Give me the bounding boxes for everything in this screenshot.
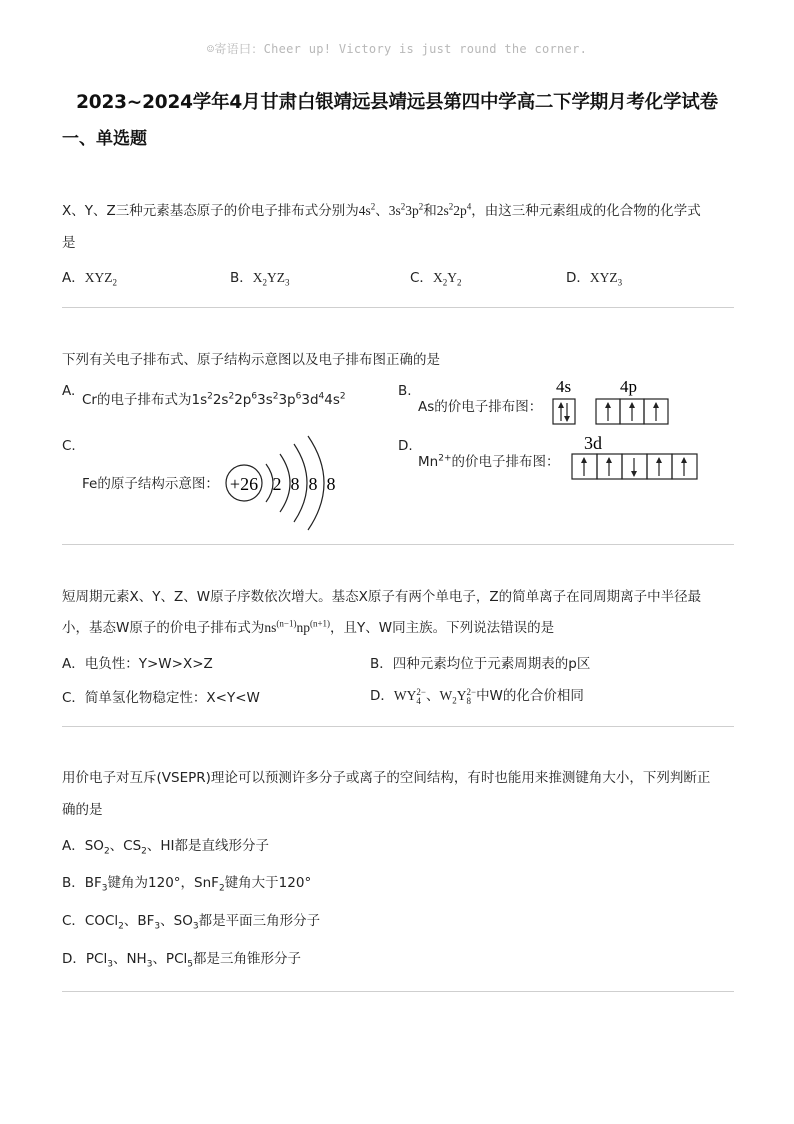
q2-option-a-label[interactable]: A. [62, 383, 76, 399]
q4-option-b[interactable]: B．$BF_3$键角为120°，SnF$_2$键角大于120° [62, 875, 312, 894]
question-3-stem: 短周期元素X、Y、Z、W原子序数依次增大。基态X原子有两个单电子，Z的简单离子在同周期离子中半径最 [62, 589, 702, 605]
q2-option-d-text: $Mn^{2+}$的价电子排布图： [418, 453, 560, 470]
question-4-stem: 用价电子对互斥(VSEPR)理论可以预测许多分子或离子的空间结构，有时也能用来推测键角大小，下列判断正 [62, 770, 711, 786]
q3-option-b[interactable]: B．四种元素均位于元素周期表的p区 [370, 656, 591, 672]
orbital-label-4s: 4s [556, 377, 572, 396]
q2-option-c-label[interactable]: C. [62, 438, 76, 454]
shell-4-count: 8 [326, 474, 336, 494]
q2-option-d-label[interactable]: D. [398, 438, 413, 454]
q1-option-b[interactable]: B．$X_2YZ_3$ [230, 270, 290, 288]
q4-option-d[interactable]: D．PCl$_3$、$NH_3$、PCl$_5$都是三角锥形分子 [62, 951, 301, 970]
question-1-stem: X、Y、Z三种元素基态原子的价电子排布式分别为$4s^2$、$3s^23p^2$和$2s^22p^4$，由这三种元素组成的化合物的化学式 [62, 201, 701, 219]
as-orbital-diagram [548, 376, 678, 426]
section-heading: 一、单选题 [62, 129, 147, 149]
question-4-stem-cont: 确的是 [62, 802, 103, 818]
mn-orbital-diagram [568, 432, 700, 482]
orbital-label-3d: 3d [584, 433, 602, 453]
q4-option-c[interactable]: C．COCl$_2$、$BF_3$、$SO_3$都是平面三角形分子 [62, 913, 321, 932]
q1-option-a[interactable]: A．$XYZ_2$ [62, 270, 117, 288]
q2-option-b-label[interactable]: B. [398, 383, 412, 399]
shell-2-count: 8 [290, 474, 300, 494]
q3-option-a[interactable]: A．电负性：Y>W>X>Z [62, 656, 213, 672]
q2-option-a-text: Cr的电子排布式为$1s^22s^22p^63s^23p^63d^44s^2$ [82, 391, 346, 408]
q1-option-d[interactable]: D．$XYZ_3$ [566, 270, 623, 288]
shell-3-count: 8 [308, 474, 318, 494]
exam-title: 2023~2024学年4月甘肃白银靖远县靖远县第四中学高二下学期月考化学试卷 [76, 92, 718, 113]
motto-text: ☺寄语曰：Cheer up! Victory is just round the corner. [206, 42, 588, 56]
q3-option-d[interactable]: D．WY 2− 4 、$W_2Y$ 2− 8 中W的化合价相同 [370, 686, 584, 706]
q4-option-a[interactable]: A．$SO_2$、$CS_2$、HI都是直线形分子 [62, 838, 270, 857]
orbital-boxes-3d-svg [568, 432, 700, 482]
q2-option-b-text: As的价电子排布图： [418, 399, 543, 415]
fe-atom-diagram [222, 432, 352, 532]
divider [62, 544, 734, 545]
question-3-stem-cont: 小，基态W原子的价电子排布式为$ns^{(n-1)}np^{(n+1)}$，且Y、W同主族。下列说法错误的是 [62, 618, 555, 636]
question-1-stem-cont: 是 [62, 235, 76, 251]
divider [62, 307, 734, 308]
q2-option-c-text: Fe的原子结构示意图： [82, 476, 219, 492]
q1-option-c[interactable]: C．$X_2Y_2$ [410, 270, 462, 288]
orbital-boxes-svg [548, 376, 678, 426]
nucleus-charge: +26 [229, 474, 259, 494]
orbital-label-4p: 4p [620, 377, 637, 396]
q3-option-c[interactable]: C．简单氢化物稳定性：X<Y<W [62, 690, 260, 706]
divider [62, 726, 734, 727]
question-2-stem: 下列有关电子排布式、原子结构示意图以及电子排布图正确的是 [62, 352, 440, 368]
atom-structure-svg [222, 432, 352, 532]
divider [62, 991, 734, 992]
shell-1-count: 2 [272, 474, 282, 494]
